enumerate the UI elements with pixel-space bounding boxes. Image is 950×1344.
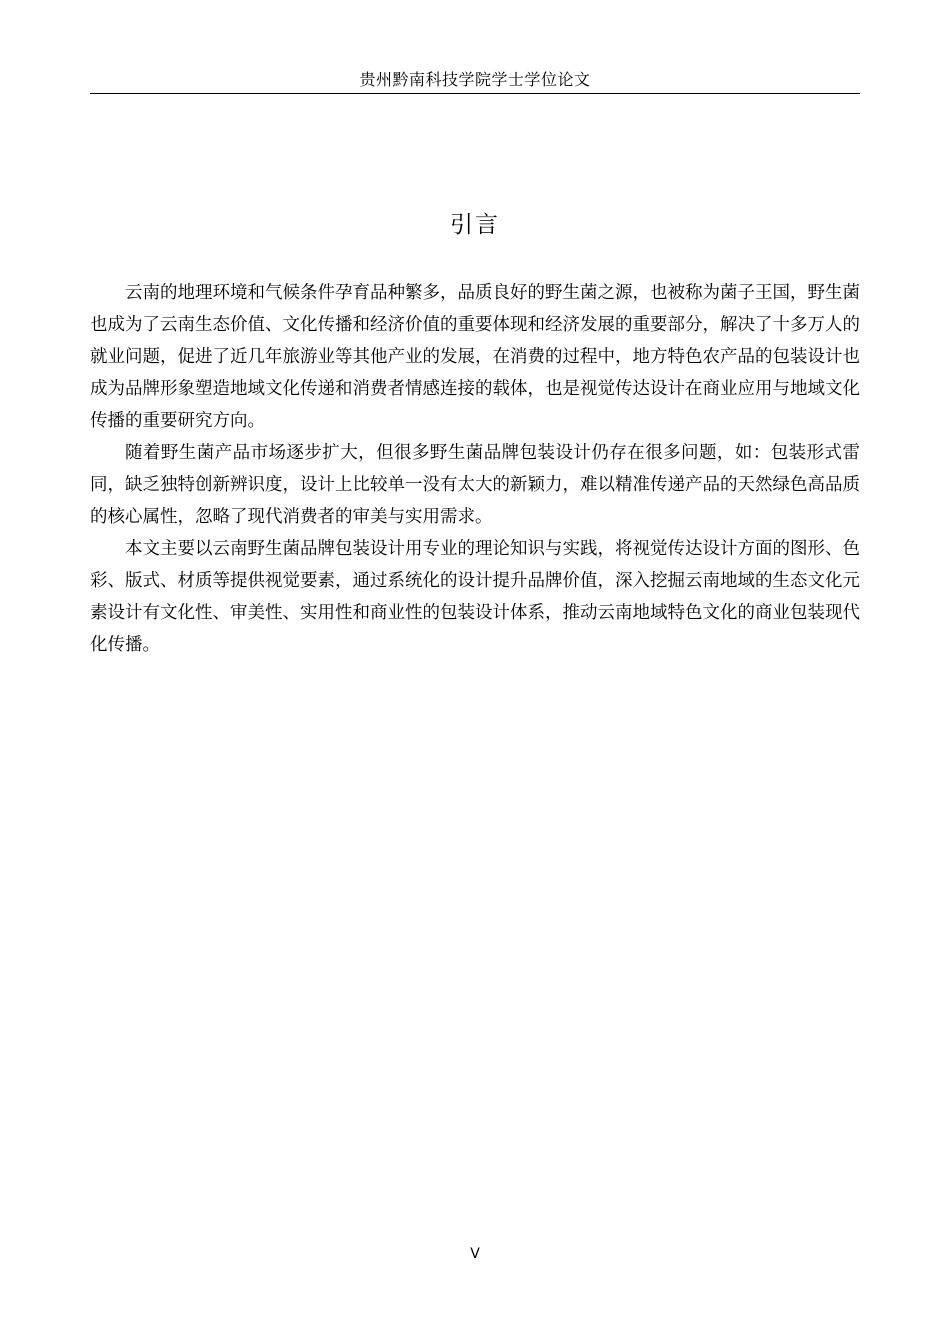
section-title: 引言 [450,212,500,238]
header-rule [90,93,860,94]
paragraph-1: 云南的地理环境和气候条件孕育品种繁多，品质良好的野生菌之源，也被称为菌子王国，野生菌也成为了云南生态价值、文化传播和经济价值的重要体现和经济发展的重要部分，解决了十多万人的就业问题，促进了近几年旅游业等其他产业的发展，在消费的过程中，地方特色农产品的包装设计也成为品牌形象塑造地域文化传递和消费者情感连接的载体，也是视觉传达设计在商业应用与地域文化传播的重要研究方向。 [90,283,860,431]
running-header: 贵州黔南科技学院学士学位论文 [359,70,591,89]
page-number: V [470,1246,480,1262]
body-text [90,277,860,661]
paragraph-2: 随着野生菌产品市场逐步扩大，但很多野生菌品牌包装设计仍存在很多问题，如：包装形式雷同，缺乏独特创新辨识度，设计上比较单一没有太大的新颖力，难以精准传递产品的天然绿色高品质的核心属性，忽略了现代消费者的审美与实用需求。 [90,443,860,527]
paragraph-3: 本文主要以云南野生菌品牌包装设计用专业的理论知识与实践，将视觉传达设计方面的图形、色彩、版式、材质等提供视觉要素，通过系统化的设计提升品牌价值，深入挖掘云南地域的生态文化元素设计有文化性、审美性、实用性和商业性的包装设计体系，推动云南地域特色文化的商业包装现代化传播。 [90,539,860,655]
